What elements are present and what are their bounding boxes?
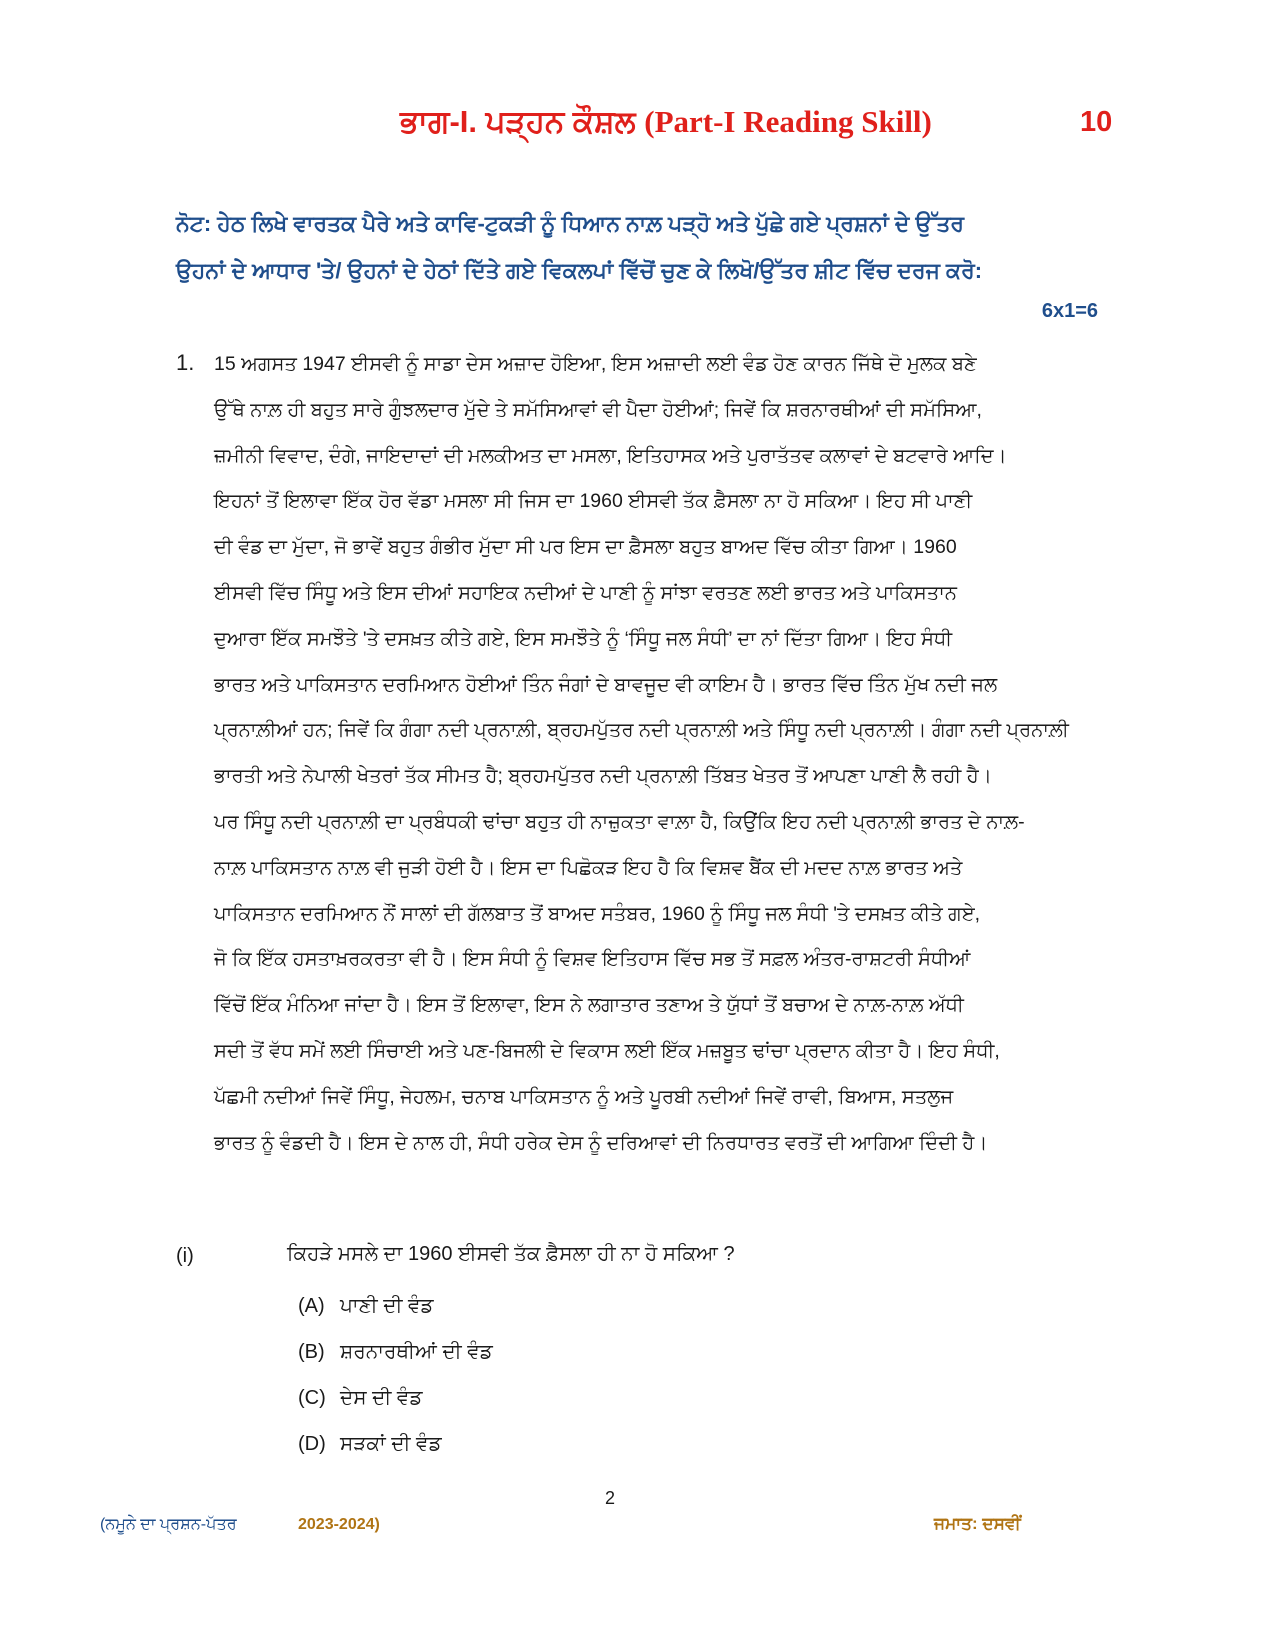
passage-line: 15 ਅਗਸਤ 1947 ਈਸਵੀ ਨੂੰ ਸਾਡਾ ਦੇਸ ਅਜ਼ਾਦ ਹੋਇਆ, ਇਸ ਅਜ਼ਾਦੀ ਲਈ ਵੰਡ ਹੋਣ ਕਾਰਨ ਜਿੱਥੇ ਦੋ ਮੁਲਕ ਬਣੇ	[214, 353, 977, 375]
passage-line: ਪਾਕਿਸਤਾਨ ਦਰਮਿਆਨ ਨੌਂ ਸਾਲਾਂ ਦੀ ਗੱਲਬਾਤ ਤੋਂ ਬਾਅਦ ਸਤੰਬਰ, 1960 ਨੂੰ ਸਿੰਧੂ ਜਲ ਸੰਧੀ 'ਤੇ ਦਸਖ਼ਤ ਕੀਤੇ ਗਏ,	[214, 902, 981, 925]
sub-question-number: (i)	[176, 1245, 194, 1267]
section-title-text	[400, 104, 932, 141]
option-c	[298, 1375, 493, 1421]
option-text: ਸ਼ਰਨਾਰਥੀਆਂ ਦੀ ਵੰਡ	[340, 1341, 493, 1363]
footer-year: 2023-2024)	[298, 1516, 380, 1533]
option-label: (B)	[298, 1341, 325, 1363]
passage-line: ਦੀ ਵੰਡ ਦਾ ਮੁੱਦਾ, ਜੋ ਭਾਵੇਂ ਬਹੁਤ ਗੰਭੀਰ ਮੁੱਦਾ ਸੀ ਪਰ ਇਸ ਦਾ ਫ਼ੈਸਲਾ ਬਹੁਤ ਬਾਅਦ ਵਿੱਚ ਕੀਤਾ ਗਿਆ। 1960	[214, 536, 957, 559]
passage-line: ਭਾਰਤ ਨੂੰ ਵੰਡਦੀ ਹੈ। ਇਸ ਦੇ ਨਾਲ ਹੀ, ਸੰਧੀ ਹਰੇਕ ਦੇਸ ਨੂੰ ਦਰਿਆਵਾਂ ਦੀ ਨਿਰਧਾਰਤ ਵਰਤੋਂ ਦੀ ਆਗਿਆ ਦਿੰਦੀ ਹੈ।	[214, 1131, 988, 1154]
option-label: (D)	[298, 1433, 326, 1455]
passage-line: ਭਾਰਤ ਅਤੇ ਪਾਕਿਸਤਾਨ ਦਰਮਿਆਨ ਹੋਈਆਂ ਤਿੰਨ ਜੰਗਾਂ ਦੇ ਬਾਵਜੂਦ ਵੀ ਕਾਇਮ ਹੈ। ਭਾਰਤ ਵਿੱਚ ਤਿੰਨ ਮੁੱਖ ਨਦੀ ਜਲ	[214, 673, 998, 696]
passage-line: ਉੱਥੇ ਨਾਲ਼ ਹੀ ਬਹੁਤ ਸਾਰੇ ਗੁੰਝਲਦਾਰ ਮੁੱਦੇ ਤੇ ਸਮੱਸਿਆਵਾਂ ਵੀ ਪੈਦਾ ਹੋਈਆਂ; ਜਿਵੇਂ ਕਿ ਸ਼ਰਨਾਰਥੀਆਂ ਦੀ ਸਮੱਸਿਆ,	[214, 398, 982, 421]
section-marks: 10	[1080, 106, 1113, 138]
option-text: ਸੜਕਾਂ ਦੀ ਵੰਡ	[340, 1433, 442, 1455]
section-title	[400, 104, 1113, 154]
passage-line: ਵਿੱਚੋਂ ਇੱਕ ਮੰਨਿਆ ਜਾਂਦਾ ਹੈ। ਇਸ ਤੋਂ ਇਲਾਵਾ, ਇਸ ਨੇ ਲਗਾਤਾਰ ਤਣਾਅ ਤੇ ਯੁੱਧਾਂ ਤੋਂ ਬਚਾਅ ਦੇ ਨਾਲ਼-ਨਾਲ਼ ਅੱਧੀ	[214, 994, 964, 1017]
option-text: ਦੇਸ ਦੀ ਵੰਡ	[340, 1387, 423, 1409]
page-number: 2	[604, 1488, 615, 1508]
passage-line: ਈਸਵੀ ਵਿੱਚ ਸਿੰਧੂ ਅਤੇ ਇਸ ਦੀਆਂ ਸਹਾਇਕ ਨਦੀਆਂ ਦੇ ਪਾਣੀ ਨੂੰ ਸਾਂਝਾ ਵਰਤਣ ਲਈ ਭਾਰਤ ਅਤੇ ਪਾਕਿਸਤਾਨ	[214, 581, 957, 604]
note-marks: 6x1=6	[1041, 300, 1098, 322]
option-text: ਪਾਣੀ ਦੀ ਵੰਡ	[340, 1295, 434, 1317]
option-b	[298, 1329, 493, 1375]
question-number: 1.	[176, 350, 195, 375]
note-line: ਉਹਨਾਂ ਦੇ ਆਧਾਰ 'ਤੇ/ ਉਹਨਾਂ ਦੇ ਹੇਠਾਂ ਦਿੱਤੇ ਗਏ ਵਿਕਲਪਾਂ ਵਿੱਚੋਂ ਚੁਣ ਕੇ ਲਿਖੋ/ਉੱਤਰ ਸ਼ੀਟ ਵਿੱਚ ਦਰਜ ਕਰੋ:	[176, 258, 983, 283]
section-title-punjabi: ਭਾਗ-I. ਪੜ੍ਹਨ ਕੌਸ਼ਲ	[400, 104, 636, 139]
option-d	[298, 1421, 493, 1467]
passage-line: ਇਹਨਾਂ ਤੋਂ ਇਲਾਵਾ ਇੱਕ ਹੋਰ ਵੱਡਾ ਮਸਲਾ ਸੀ ਜਿਸ ਦਾ 1960 ਈਸਵੀ ਤੱਕ ਫ਼ੈਸਲਾ ਨਾ ਹੋ ਸਕਿਆ। ਇਹ ਸੀ ਪਾਣੀ	[214, 490, 973, 513]
passage-line: ਜੋ ਕਿ ਇੱਕ ਹਸਤਾਖ਼ਰਕਰਤਾ ਵੀ ਹੈ। ਇਸ ਸੰਧੀ ਨੂੰ ਵਿਸ਼ਵ ਇਤਿਹਾਸ ਵਿੱਚ ਸਭ ਤੋਂ ਸਫ਼ਲ ਅੰਤਰ-ਰਾਸ਼ਟਰੀ ਸੰਧੀਆਂ	[214, 948, 971, 971]
option-a	[298, 1283, 493, 1329]
note-line: ਨੋਟ: ਹੇਠ ਲਿਖੇ ਵਾਰਤਕ ਪੈਰੇ ਅਤੇ ਕਾਵਿ-ਟੁਕੜੀ ਨੂੰ ਧਿਆਨ ਨਾਲ਼ ਪੜ੍ਹੋ ਅਤੇ ਪੁੱਛੇ ਗਏ ਪ੍ਰਸ਼ਨਾਂ ਦੇ ਉੱਤਰ	[176, 211, 965, 236]
footer-paper-type: (ਨਮੂਨੇ ਦਾ ਪ੍ਰਸ਼ਨ-ਪੱਤਰ	[100, 1516, 237, 1533]
answer-options	[298, 1283, 493, 1467]
passage-line: ਪਰ ਸਿੰਧੂ ਨਦੀ ਪ੍ਰਨਾਲ਼ੀ ਦਾ ਪ੍ਰਬੰਧਕੀ ਢਾਂਚਾ ਬਹੁਤ ਹੀ ਨਾਜ਼ੁਕਤਾ ਵਾਲ਼ਾ ਹੈ, ਕਿਉਂਕਿ ਇਹ ਨਦੀ ਪ੍ਰਨਾਲ਼ੀ ਭਾਰਤ ਦੇ ਨਾਲ਼-	[214, 810, 1025, 833]
footer-class: ਜਮਾਤ: ਦਸਵੀਂ	[934, 1514, 1021, 1533]
instruction-note	[176, 200, 1136, 294]
passage-line: ਭਾਰਤੀ ਅਤੇ ਨੇਪਾਲੀ ਖੇਤਰਾਂ ਤੱਕ ਸੀਮਤ ਹੈ; ਬ੍ਰਹਮਪੁੱਤਰ ਨਦੀ ਪ੍ਰਨਾਲ਼ੀ ਤਿੱਬਤ ਖੇਤਰ ਤੋਂ ਆਪਣਾ ਪਾਣੀ ਲੈ ਰਹੀ ਹੈ।	[214, 765, 992, 788]
passage-line: ਜ਼ਮੀਨੀ ਵਿਵਾਦ, ਦੰਗੇ, ਜਾਇਦਾਦਾਂ ਦੀ ਮਲਕੀਅਤ ਦਾ ਮਸਲਾ, ਇਤਿਹਾਸਕ ਅਤੇ ਪੁਰਾਤੱਤਵ ਕਲਾਵਾਂ ਦੇ ਬਟਵਾਰੇ ਆਦਿ।	[214, 444, 1007, 467]
passage-line: ਸਦੀ ਤੋਂ ਵੱਧ ਸਮੇਂ ਲਈ ਸਿੰਚਾਈ ਅਤੇ ਪਣ-ਬਿਜਲੀ ਦੇ ਵਿਕਾਸ ਲਈ ਇੱਕ ਮਜ਼ਬੂਤ ਢਾਂਚਾ ਪ੍ਰਦਾਨ ਕੀਤਾ ਹੈ। ਇਹ ਸੰਧੀ,	[214, 1039, 1000, 1062]
passage-line: ਦੁਆਰਾ ਇੱਕ ਸਮਝੌਤੇ 'ਤੇ ਦਸਖ਼ਤ ਕੀਤੇ ਗਏ, ਇਸ ਸਮਝੌਤੇ ਨੂੰ ‘ਸਿੰਧੂ ਜਲ ਸੰਧੀ’ ਦਾ ਨਾਂ ਦਿੱਤਾ ਗਿਆ। ਇਹ ਸੰਧੀ	[214, 627, 953, 650]
section-title-english: (Part-I Reading Skill)	[644, 104, 932, 139]
option-label: (A)	[298, 1295, 325, 1317]
option-label: (C)	[298, 1387, 326, 1409]
passage-line: ਪ੍ਰਨਾਲ਼ੀਆਂ ਹਨ; ਜਿਵੇਂ ਕਿ ਗੰਗਾ ਨਦੀ ਪ੍ਰਨਾਲ਼ੀ, ਬ੍ਰਹਮਪੁੱਤਰ ਨਦੀ ਪ੍ਰਨਾਲ਼ੀ ਅਤੇ ਸਿੰਧੂ ਨਦੀ ਪ੍ਰਨਾਲ਼ੀ। ਗੰਗਾ ਨਦੀ ਪ੍ਰਨਾਲ਼ੀ	[214, 719, 1069, 742]
passage-line: ਪੱਛਮੀ ਨਦੀਆਂ ਜਿਵੇਂ ਸਿੰਧੂ, ਜੇਹਲਮ, ਚਨਾਬ ਪਾਕਿਸਤਾਨ ਨੂੰ ਅਤੇ ਪੂਰਬੀ ਨਦੀਆਂ ਜਿਵੇਂ ਰਾਵੀ, ਬਿਆਸ, ਸਤਲੁਜ	[214, 1085, 954, 1108]
reading-passage	[214, 342, 1114, 1166]
passage-line: ਨਾਲ਼ ਪਾਕਿਸਤਾਨ ਨਾਲ਼ ਵੀ ਜੁੜੀ ਹੋਈ ਹੈ। ਇਸ ਦਾ ਪਿਛੋਕੜ ਇਹ ਹੈ ਕਿ ਵਿਸ਼ਵ ਬੈਂਕ ਦੀ ਮਦਦ ਨਾਲ਼ ਭਾਰਤ ਅਤੇ	[214, 856, 963, 879]
sub-question-text: ਕਿਹੜੇ ਮਸਲੇ ਦਾ 1960 ਈਸਵੀ ਤੱਕ ਫ਼ੈਸਲਾ ਹੀ ਨਾ ਹੋ ਸਕਿਆ ?	[287, 1243, 735, 1265]
